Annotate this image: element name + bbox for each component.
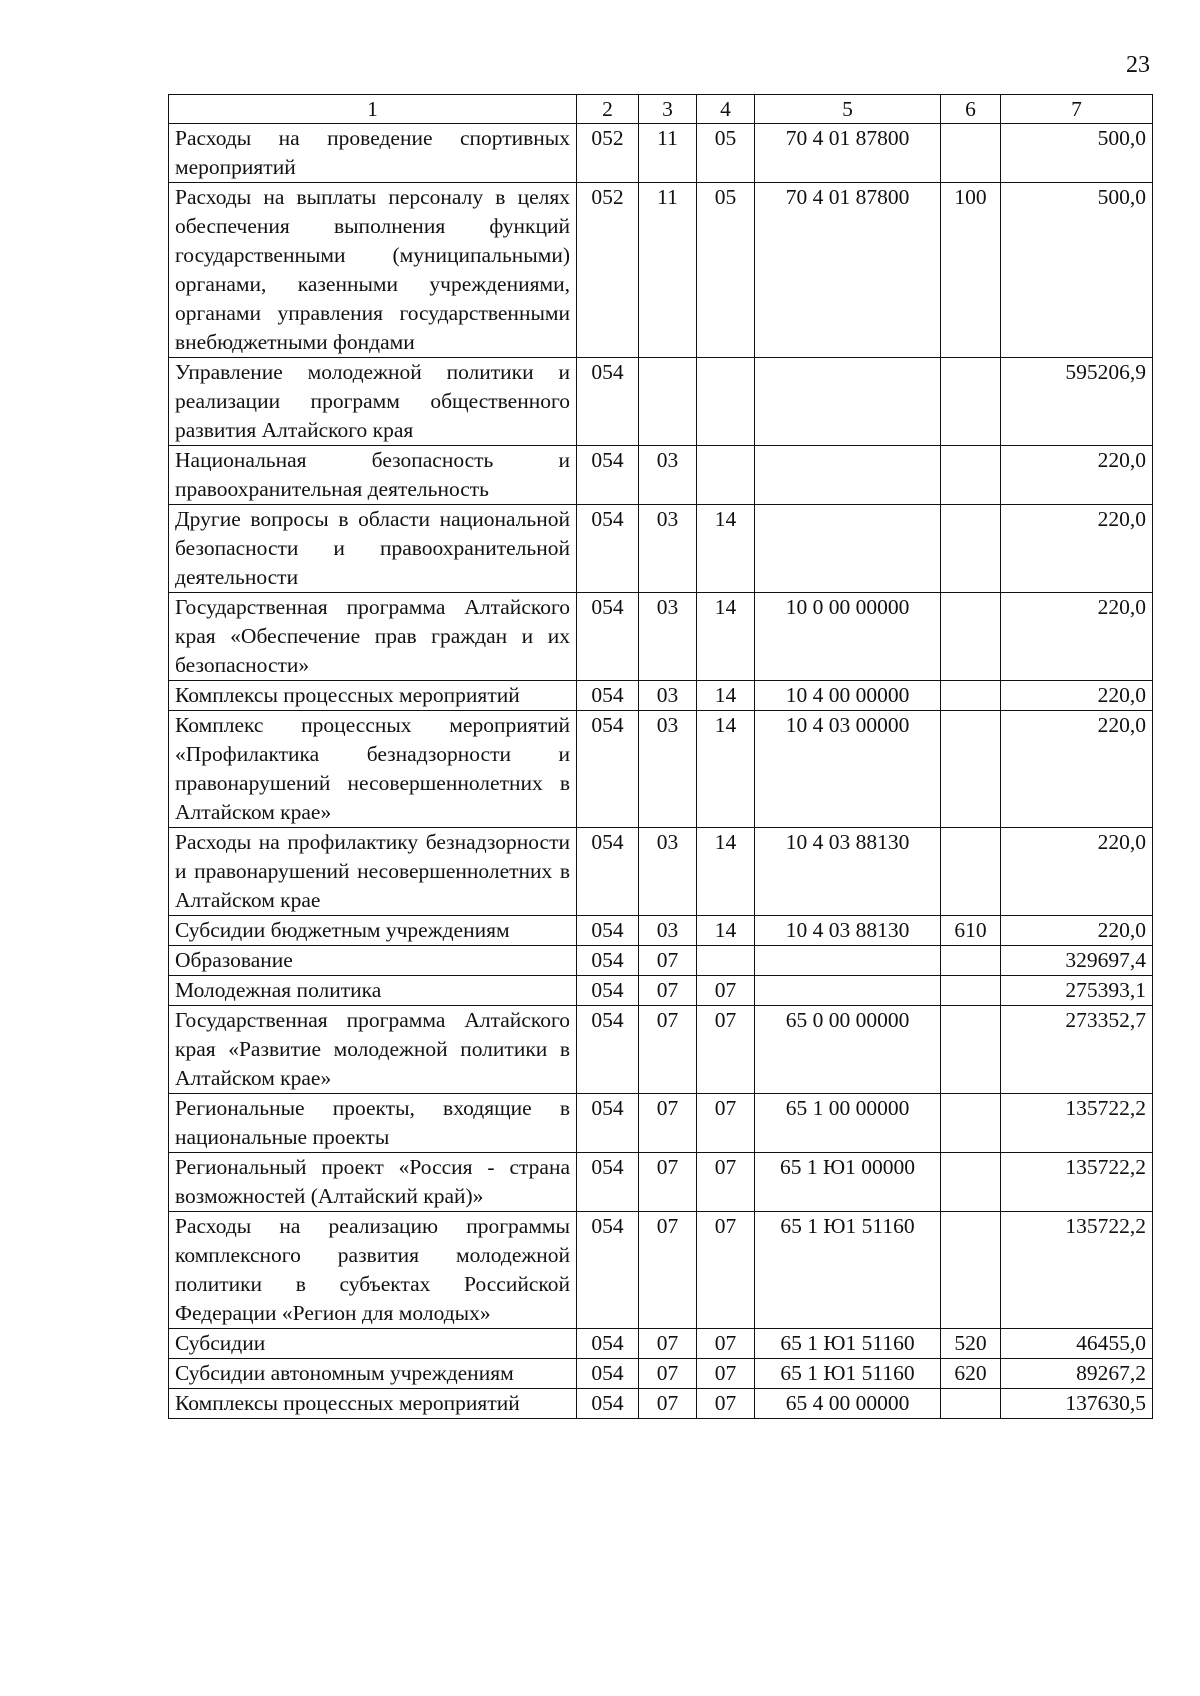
row-section: 07 bbox=[639, 976, 697, 1006]
table-row bbox=[169, 1359, 1153, 1389]
header-col-3: 3 bbox=[639, 95, 697, 124]
row-name: Комплексы процессных мероприятий bbox=[169, 681, 577, 711]
row-ministry-code: 054 bbox=[577, 1212, 639, 1329]
header-col-2: 2 bbox=[577, 95, 639, 124]
table-row bbox=[169, 1006, 1153, 1094]
row-expense-type: 520 bbox=[941, 1329, 1001, 1359]
row-ministry-code: 054 bbox=[577, 1094, 639, 1153]
row-name: Образование bbox=[169, 946, 577, 976]
row-subsection: 07 bbox=[697, 1153, 755, 1212]
row-name: Комплекс процессных мероприятий «Профилактика безнадзорности и правонарушений несовершеннолетних в Алтайском крае» bbox=[169, 711, 577, 828]
row-section: 07 bbox=[639, 946, 697, 976]
table-row bbox=[169, 916, 1153, 946]
row-amount: 46455,0 bbox=[1001, 1329, 1153, 1359]
table-body bbox=[169, 124, 1153, 1419]
row-name: Другие вопросы в области национальной безопасности и правоохранительной деятельности bbox=[169, 505, 577, 593]
table-row bbox=[169, 1329, 1153, 1359]
row-target-article bbox=[755, 446, 941, 505]
row-subsection: 07 bbox=[697, 1094, 755, 1153]
row-amount: 89267,2 bbox=[1001, 1359, 1153, 1389]
row-ministry-code: 054 bbox=[577, 976, 639, 1006]
row-name: Региональные проекты, входящие в национальные проекты bbox=[169, 1094, 577, 1153]
row-amount: 220,0 bbox=[1001, 446, 1153, 505]
row-name: Региональный проект «Россия - страна возможностей (Алтайский край)» bbox=[169, 1153, 577, 1212]
row-ministry-code: 054 bbox=[577, 1389, 639, 1419]
row-target-article: 70 4 01 87800 bbox=[755, 183, 941, 358]
row-subsection: 07 bbox=[697, 1359, 755, 1389]
row-section: 03 bbox=[639, 711, 697, 828]
row-name: Субсидии автономным учреждениям bbox=[169, 1359, 577, 1389]
row-ministry-code: 054 bbox=[577, 1153, 639, 1212]
header-col-1: 1 bbox=[169, 95, 577, 124]
row-expense-type bbox=[941, 593, 1001, 681]
row-name: Молодежная политика bbox=[169, 976, 577, 1006]
row-target-article: 65 1 Ю1 51160 bbox=[755, 1359, 941, 1389]
row-subsection bbox=[697, 446, 755, 505]
row-section: 11 bbox=[639, 124, 697, 183]
row-amount: 220,0 bbox=[1001, 681, 1153, 711]
row-expense-type: 620 bbox=[941, 1359, 1001, 1389]
row-target-article: 10 4 03 88130 bbox=[755, 916, 941, 946]
row-amount: 220,0 bbox=[1001, 711, 1153, 828]
table-row bbox=[169, 505, 1153, 593]
row-ministry-code: 054 bbox=[577, 358, 639, 446]
page-number: 23 bbox=[1126, 52, 1150, 78]
row-ministry-code: 054 bbox=[577, 593, 639, 681]
table-row bbox=[169, 946, 1153, 976]
row-subsection: 07 bbox=[697, 1212, 755, 1329]
row-subsection: 14 bbox=[697, 916, 755, 946]
row-amount: 595206,9 bbox=[1001, 358, 1153, 446]
row-section: 03 bbox=[639, 593, 697, 681]
row-expense-type bbox=[941, 828, 1001, 916]
row-amount: 275393,1 bbox=[1001, 976, 1153, 1006]
row-amount: 135722,2 bbox=[1001, 1212, 1153, 1329]
row-amount: 273352,7 bbox=[1001, 1006, 1153, 1094]
row-target-article: 65 0 00 00000 bbox=[755, 1006, 941, 1094]
row-section: 03 bbox=[639, 916, 697, 946]
row-ministry-code: 052 bbox=[577, 124, 639, 183]
row-target-article: 65 1 Ю1 00000 bbox=[755, 1153, 941, 1212]
table-row bbox=[169, 1212, 1153, 1329]
row-expense-type bbox=[941, 446, 1001, 505]
row-section: 03 bbox=[639, 681, 697, 711]
row-expense-type bbox=[941, 505, 1001, 593]
row-subsection: 14 bbox=[697, 681, 755, 711]
table-row bbox=[169, 1094, 1153, 1153]
row-target-article bbox=[755, 358, 941, 446]
row-ministry-code: 054 bbox=[577, 681, 639, 711]
header-col-6: 6 bbox=[941, 95, 1001, 124]
row-subsection: 07 bbox=[697, 976, 755, 1006]
row-ministry-code: 054 bbox=[577, 828, 639, 916]
row-target-article: 70 4 01 87800 bbox=[755, 124, 941, 183]
row-amount: 500,0 bbox=[1001, 183, 1153, 358]
row-ministry-code: 054 bbox=[577, 946, 639, 976]
row-name: Государственная программа Алтайского края «Развитие молодежной политики в Алтайском крае» bbox=[169, 1006, 577, 1094]
row-section bbox=[639, 358, 697, 446]
row-name: Национальная безопасность и правоохранительная деятельность bbox=[169, 446, 577, 505]
row-section: 07 bbox=[639, 1153, 697, 1212]
row-section: 03 bbox=[639, 446, 697, 505]
row-subsection: 07 bbox=[697, 1389, 755, 1419]
table-row bbox=[169, 1389, 1153, 1419]
row-expense-type bbox=[941, 124, 1001, 183]
row-ministry-code: 054 bbox=[577, 1359, 639, 1389]
row-amount: 500,0 bbox=[1001, 124, 1153, 183]
row-expense-type bbox=[941, 946, 1001, 976]
row-subsection: 14 bbox=[697, 828, 755, 916]
row-amount: 220,0 bbox=[1001, 593, 1153, 681]
table-row bbox=[169, 976, 1153, 1006]
row-ministry-code: 052 bbox=[577, 183, 639, 358]
row-name: Расходы на проведение спортивных мероприятий bbox=[169, 124, 577, 183]
row-name: Расходы на выплаты персоналу в целях обеспечения выполнения функций государственными (муниципальными) органами, казенными учреждениями, органами управления государственными внебюджетными фондами bbox=[169, 183, 577, 358]
row-subsection: 05 bbox=[697, 183, 755, 358]
row-ministry-code: 054 bbox=[577, 1006, 639, 1094]
header-col-4: 4 bbox=[697, 95, 755, 124]
row-expense-type: 100 bbox=[941, 183, 1001, 358]
row-name: Расходы на профилактику безнадзорности и правонарушений несовершеннолетних в Алтайском крае bbox=[169, 828, 577, 916]
header-col-5: 5 bbox=[755, 95, 941, 124]
row-subsection: 07 bbox=[697, 1329, 755, 1359]
row-ministry-code: 054 bbox=[577, 916, 639, 946]
row-section: 11 bbox=[639, 183, 697, 358]
row-section: 07 bbox=[639, 1329, 697, 1359]
row-target-article: 65 1 00 00000 bbox=[755, 1094, 941, 1153]
table-row bbox=[169, 828, 1153, 916]
row-section: 07 bbox=[639, 1006, 697, 1094]
budget-table bbox=[168, 94, 1153, 1419]
row-target-article bbox=[755, 976, 941, 1006]
row-expense-type bbox=[941, 1212, 1001, 1329]
row-expense-type bbox=[941, 711, 1001, 828]
row-subsection: 14 bbox=[697, 593, 755, 681]
row-target-article: 65 1 Ю1 51160 bbox=[755, 1329, 941, 1359]
row-name: Государственная программа Алтайского края «Обеспечение прав граждан и их безопасности» bbox=[169, 593, 577, 681]
row-target-article: 65 1 Ю1 51160 bbox=[755, 1212, 941, 1329]
row-target-article: 10 4 03 88130 bbox=[755, 828, 941, 916]
row-target-article: 10 4 00 00000 bbox=[755, 681, 941, 711]
row-name: Субсидии бюджетным учреждениям bbox=[169, 916, 577, 946]
row-amount: 137630,5 bbox=[1001, 1389, 1153, 1419]
row-section: 03 bbox=[639, 505, 697, 593]
row-target-article bbox=[755, 946, 941, 976]
row-subsection: 14 bbox=[697, 711, 755, 828]
row-ministry-code: 054 bbox=[577, 1329, 639, 1359]
table-header-row bbox=[169, 95, 1153, 124]
table-row bbox=[169, 711, 1153, 828]
row-section: 07 bbox=[639, 1094, 697, 1153]
row-expense-type: 610 bbox=[941, 916, 1001, 946]
row-subsection bbox=[697, 946, 755, 976]
row-target-article bbox=[755, 505, 941, 593]
table-row bbox=[169, 1153, 1153, 1212]
row-amount: 220,0 bbox=[1001, 916, 1153, 946]
row-expense-type bbox=[941, 1153, 1001, 1212]
row-target-article: 10 4 03 00000 bbox=[755, 711, 941, 828]
row-name: Субсидии bbox=[169, 1329, 577, 1359]
row-subsection: 05 bbox=[697, 124, 755, 183]
row-amount: 135722,2 bbox=[1001, 1094, 1153, 1153]
row-expense-type bbox=[941, 1006, 1001, 1094]
row-name: Комплексы процессных мероприятий bbox=[169, 1389, 577, 1419]
row-subsection: 14 bbox=[697, 505, 755, 593]
row-expense-type bbox=[941, 358, 1001, 446]
row-ministry-code: 054 bbox=[577, 446, 639, 505]
row-section: 07 bbox=[639, 1389, 697, 1419]
row-target-article: 65 4 00 00000 bbox=[755, 1389, 941, 1419]
row-amount: 329697,4 bbox=[1001, 946, 1153, 976]
row-amount: 220,0 bbox=[1001, 505, 1153, 593]
row-expense-type bbox=[941, 1389, 1001, 1419]
row-expense-type bbox=[941, 1094, 1001, 1153]
row-section: 07 bbox=[639, 1212, 697, 1329]
row-ministry-code: 054 bbox=[577, 711, 639, 828]
row-section: 03 bbox=[639, 828, 697, 916]
header-col-7: 7 bbox=[1001, 95, 1153, 124]
row-amount: 220,0 bbox=[1001, 828, 1153, 916]
row-amount: 135722,2 bbox=[1001, 1153, 1153, 1212]
table-row bbox=[169, 124, 1153, 183]
row-name: Управление молодежной политики и реализации программ общественного развития Алтайского края bbox=[169, 358, 577, 446]
table-row bbox=[169, 358, 1153, 446]
table-row bbox=[169, 183, 1153, 358]
row-expense-type bbox=[941, 681, 1001, 711]
row-section: 07 bbox=[639, 1359, 697, 1389]
row-subsection: 07 bbox=[697, 1006, 755, 1094]
row-target-article: 10 0 00 00000 bbox=[755, 593, 941, 681]
table-row bbox=[169, 681, 1153, 711]
table-row bbox=[169, 446, 1153, 505]
row-expense-type bbox=[941, 976, 1001, 1006]
row-name: Расходы на реализацию программы комплексного развития молодежной политики в субъектах Российской Федерации «Регион для молодых» bbox=[169, 1212, 577, 1329]
row-subsection bbox=[697, 358, 755, 446]
row-ministry-code: 054 bbox=[577, 505, 639, 593]
table-row bbox=[169, 593, 1153, 681]
